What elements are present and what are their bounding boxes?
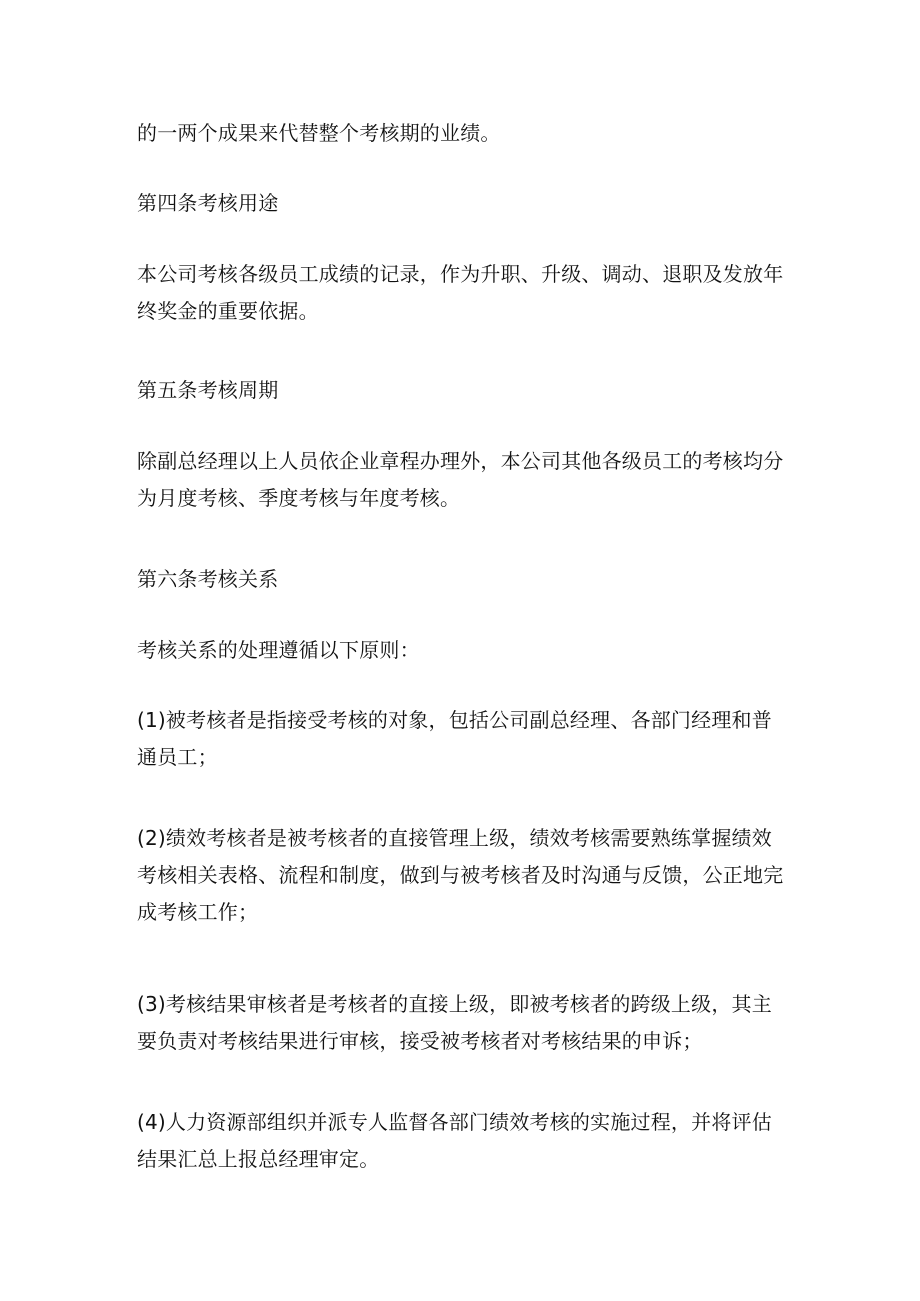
list-item-4: (4)人力资源部组织并派专人监督各部门绩效考核的实施过程，并将评估结果汇总上报总经理审定。 xyxy=(137,1110,772,1171)
heading-article-4: 第四条考核用途 xyxy=(137,191,279,215)
list-item-3: (3)考核结果审核者是考核者的直接上级，即被考核者的跨级上级，其主要负责对考核结果进行审核，接受被考核者对考核结果的申诉； xyxy=(137,992,772,1053)
heading-article-5: 第五条考核周期 xyxy=(137,378,279,402)
paragraph-article-6-intro: 考核关系的处理遵循以下原则： xyxy=(137,638,420,662)
paragraph-article-4-body: 本公司考核各级员工成绩的记录，作为升职、升级、调动、退职及发放年终奖金的重要依据。 xyxy=(137,262,784,323)
list-item-1: (1)被考核者是指接受考核的对象，包括公司副总经理、各部门经理和普通员工； xyxy=(137,708,772,769)
list-item-2: (2)绩效考核者是被考核者的直接管理上级，绩效考核需要熟练掌握绩效考核相关表格、流程和制度，做到与被考核者及时沟通与反馈，公正地完成考核工作； xyxy=(137,826,784,924)
heading-article-6: 第六条考核关系 xyxy=(137,567,279,591)
paragraph-article-5-body: 除副总经理以上人员依企业章程办理外，本公司其他各级员工的考核均分为月度考核、季度考核与年度考核。 xyxy=(137,449,784,510)
paragraph-continuation: 的一两个成果来代替整个考核期的业绩。 xyxy=(137,121,501,145)
